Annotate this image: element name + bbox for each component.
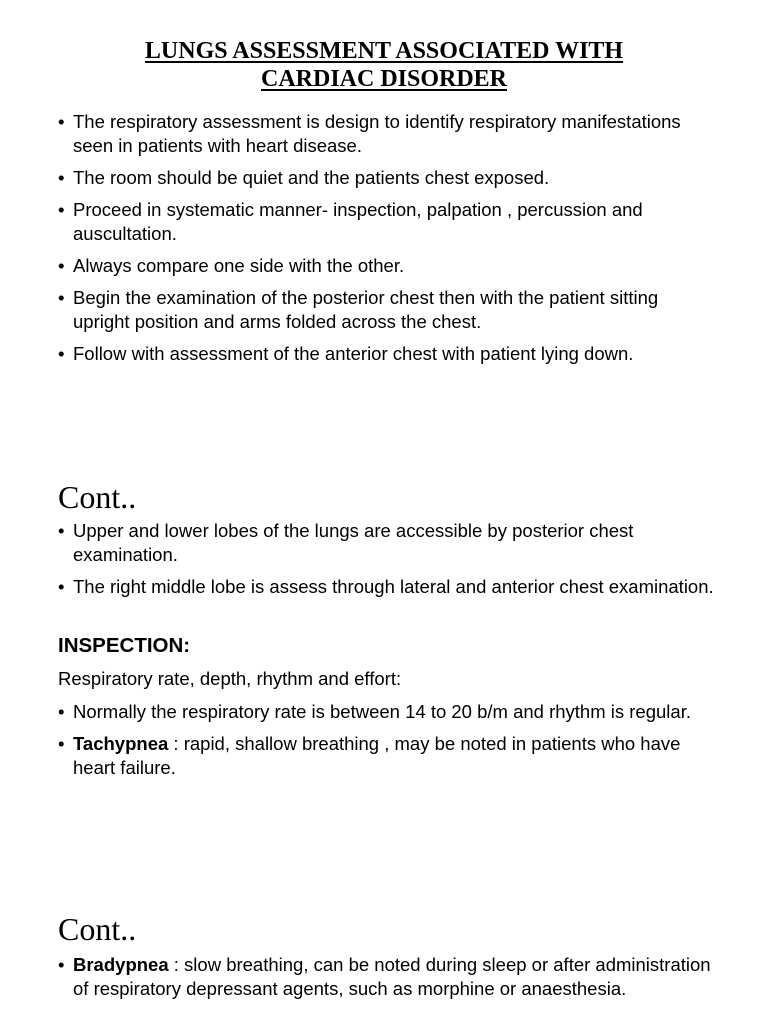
- title-line-1: LUNGS ASSESSMENT ASSOCIATED WITH: [144, 38, 624, 64]
- bullet-dot-icon: •: [58, 255, 65, 276]
- list-item: [58, 575, 718, 599]
- list-item-text: The right middle lobe is assess through lateral and anterior chest examination.: [73, 576, 714, 597]
- list-item-text: Always compare one side with the other.: [73, 255, 405, 276]
- respiratory-rate-line: Respiratory rate, depth, rhythm and effort:: [58, 668, 402, 689]
- list-item-text: Follow with assessment of the anterior chest with patient lying down.: [73, 343, 634, 364]
- list-item: [58, 198, 718, 246]
- list-item: [58, 342, 718, 366]
- bullet-list: [58, 953, 718, 1009]
- bullet-list-inspection: [58, 700, 718, 788]
- list-item-text: Proceed in systematic manner- inspection, palpation , percussion and auscultation.: [73, 199, 643, 244]
- bullet-dot-icon: •: [58, 111, 65, 132]
- list-item: [58, 110, 718, 158]
- list-item-text: : rapid, shallow breathing , may be noted in patients who have heart failure.: [73, 733, 681, 778]
- bullet-dot-icon: •: [58, 343, 65, 364]
- list-item-text: Begin the examination of the posterior chest then with the patient sitting upright position and arms folded across the chest.: [73, 287, 659, 332]
- inspection-heading: INSPECTION:: [58, 634, 191, 657]
- tachypnea-term: Tachypnea: [73, 733, 169, 754]
- bullet-dot-icon: •: [58, 733, 65, 754]
- bullet-dot-icon: •: [58, 167, 65, 188]
- list-item: [58, 519, 718, 567]
- bullet-dot-icon: •: [58, 701, 65, 722]
- bullet-dot-icon: •: [58, 287, 65, 308]
- bullet-list: [58, 519, 718, 607]
- bullet-dot-icon: •: [58, 199, 65, 220]
- bullet-list: [58, 110, 718, 374]
- list-item-text: Upper and lower lobes of the lungs are accessible by posterior chest examination.: [73, 520, 634, 565]
- list-item: [58, 254, 718, 278]
- section-heading: Cont..: [58, 911, 137, 947]
- list-item-text: The room should be quiet and the patients chest exposed.: [73, 167, 550, 188]
- page-title: [60, 37, 708, 93]
- list-item: [58, 166, 718, 190]
- list-item-text: : slow breathing, can be noted during sleep or after administration of respiratory depressant agents, such as morphine or anaesthesia.: [73, 954, 711, 999]
- list-item-text: Normally the respiratory rate is between 14 to 20 b/m and rhythm is regular.: [73, 701, 691, 722]
- section-heading: Cont..: [58, 479, 137, 515]
- bullet-dot-icon: •: [58, 576, 65, 597]
- bullet-dot-icon: •: [58, 954, 65, 975]
- title-line-2: CARDIAC DISORDER: [260, 66, 508, 92]
- bradypnea-term: Bradypnea: [73, 954, 169, 975]
- bullet-dot-icon: •: [58, 520, 65, 541]
- slide-1: [0, 0, 768, 400]
- list-item: [58, 953, 718, 1001]
- list-item: [58, 286, 718, 334]
- list-item-text: The respiratory assessment is design to identify respiratory manifestations seen in patients with heart disease.: [73, 111, 681, 156]
- list-item: [58, 732, 718, 780]
- list-item: [58, 700, 718, 724]
